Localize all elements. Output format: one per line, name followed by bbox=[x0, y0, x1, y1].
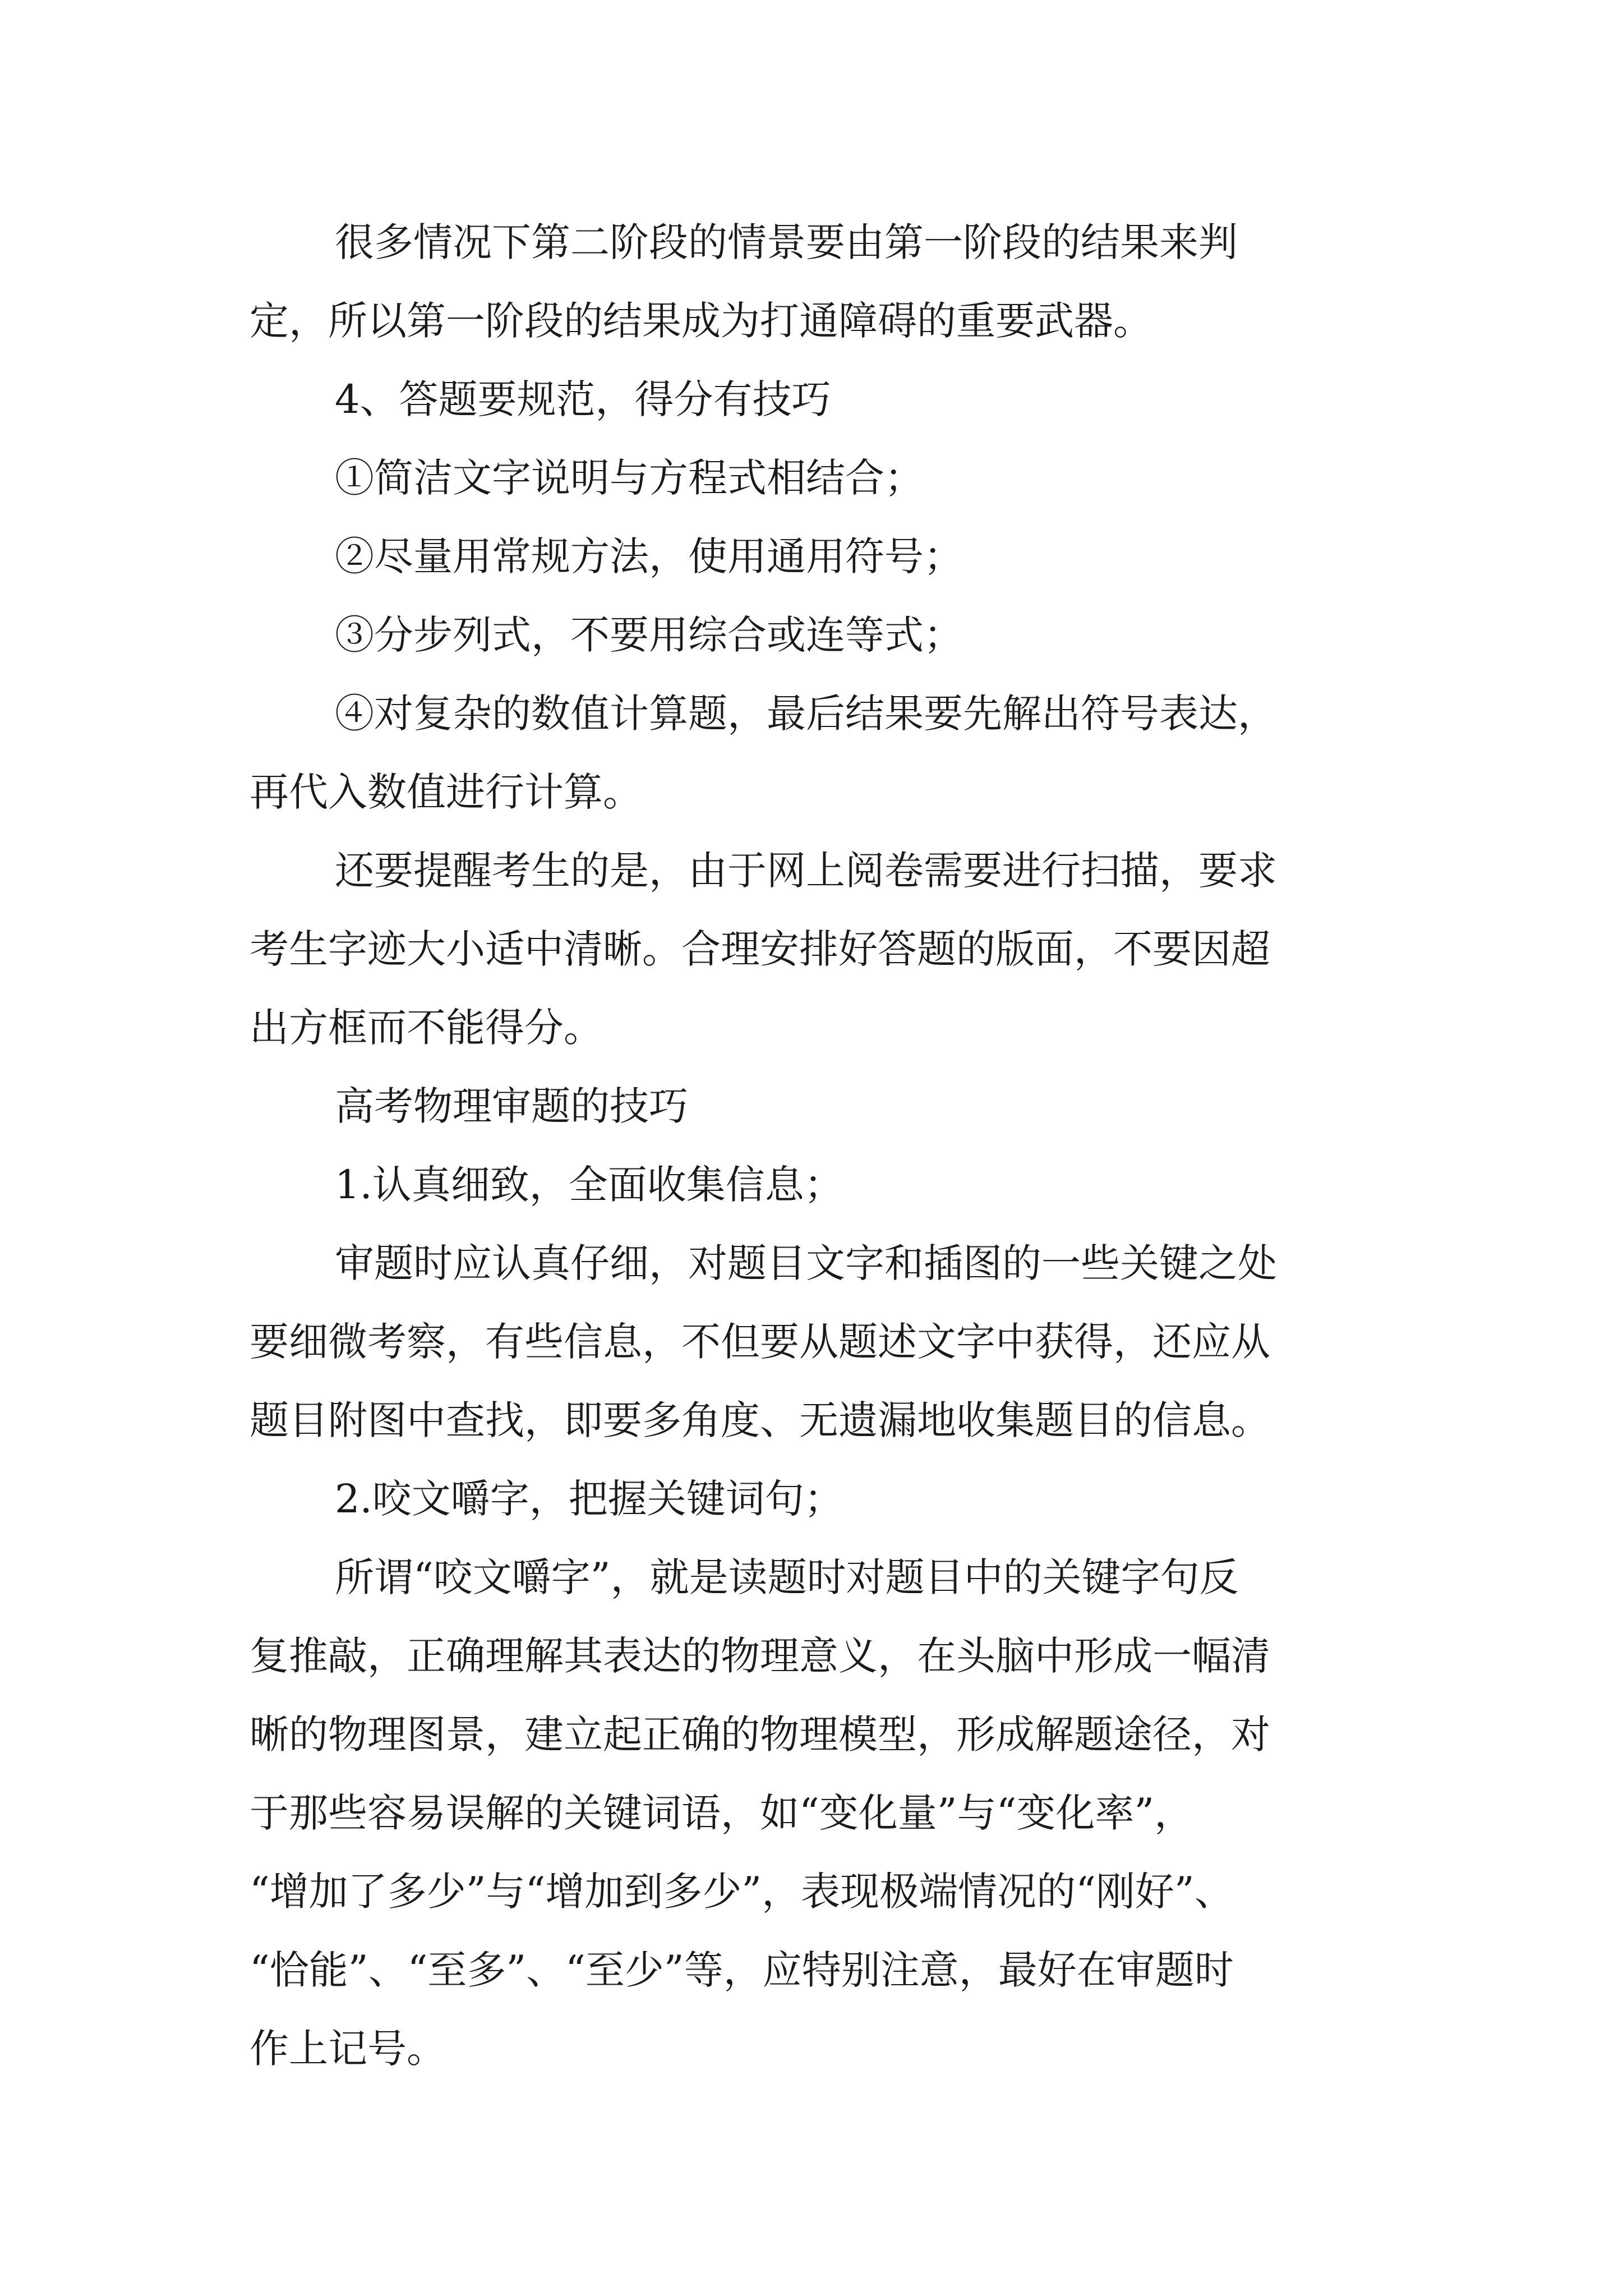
paragraph-line: 复推敲，正确理解其表达的物理意义，在头脑中形成一幅清 bbox=[250, 1633, 1270, 1679]
list-item: ②尽量用常规方法，使用通用符号； bbox=[335, 533, 963, 579]
paragraph-line: 要细微考察，有些信息，不但要从题述文字中获得，还应从 bbox=[250, 1319, 1270, 1365]
section-heading: 4、答题要规范，得分有技巧 bbox=[335, 376, 831, 422]
paragraph-line: 定，所以第一阶段的结果成为打通障碍的重要武器。 bbox=[250, 298, 1152, 344]
paragraph-line: 审题时应认真仔细，对题目文字和插图的一些关键之处 bbox=[335, 1240, 1277, 1286]
list-item: ①简洁文字说明与方程式相结合； bbox=[335, 455, 924, 501]
subsection-heading: 2.咬文嚼字，把握关键词句； bbox=[335, 1476, 843, 1522]
paragraph-line: “恰能”、“至多”、“至少”等，应特别注意，最好在审题时 bbox=[250, 1947, 1234, 1993]
list-item: ③分步列式，不要用综合或连等式； bbox=[335, 612, 963, 658]
list-item-continuation: 再代入数值进行计算。 bbox=[250, 769, 642, 815]
paragraph-line: “增加了多少”与“增加到多少”，表现极端情况的“刚好”、 bbox=[250, 1869, 1234, 1915]
paragraph-line: 于那些容易误解的关键词语，如“变化量”与“变化率”， bbox=[250, 1790, 1194, 1836]
paragraph-line: 还要提醒考生的是，由于网上阅卷需要进行扫描，要求 bbox=[335, 848, 1277, 894]
paragraph-line: 出方框而不能得分。 bbox=[250, 1005, 603, 1051]
paragraph-line: 题目附图中查找，即要多角度、无遗漏地收集题目的信息。 bbox=[250, 1397, 1270, 1443]
subsection-heading: 1.认真细致，全面收集信息； bbox=[335, 1162, 843, 1208]
paragraph-line: 考生字迹大小适中清晰。合理安排好答题的版面，不要因超 bbox=[250, 926, 1270, 972]
paragraph-line: 所谓“咬文嚼字”，就是读题时对题目中的关键字句反 bbox=[335, 1554, 1239, 1600]
paragraph-line: 作上记号。 bbox=[250, 2026, 446, 2072]
paragraph-line: 晰的物理图景，建立起正确的物理模型，形成解题途径，对 bbox=[250, 1711, 1270, 1757]
list-item: ④对复杂的数值计算题，最后结果要先解出符号表达， bbox=[335, 691, 1277, 737]
paragraph-line: 很多情况下第二阶段的情景要由第一阶段的结果来判 bbox=[335, 219, 1238, 265]
section-title: 高考物理审题的技巧 bbox=[335, 1083, 688, 1129]
